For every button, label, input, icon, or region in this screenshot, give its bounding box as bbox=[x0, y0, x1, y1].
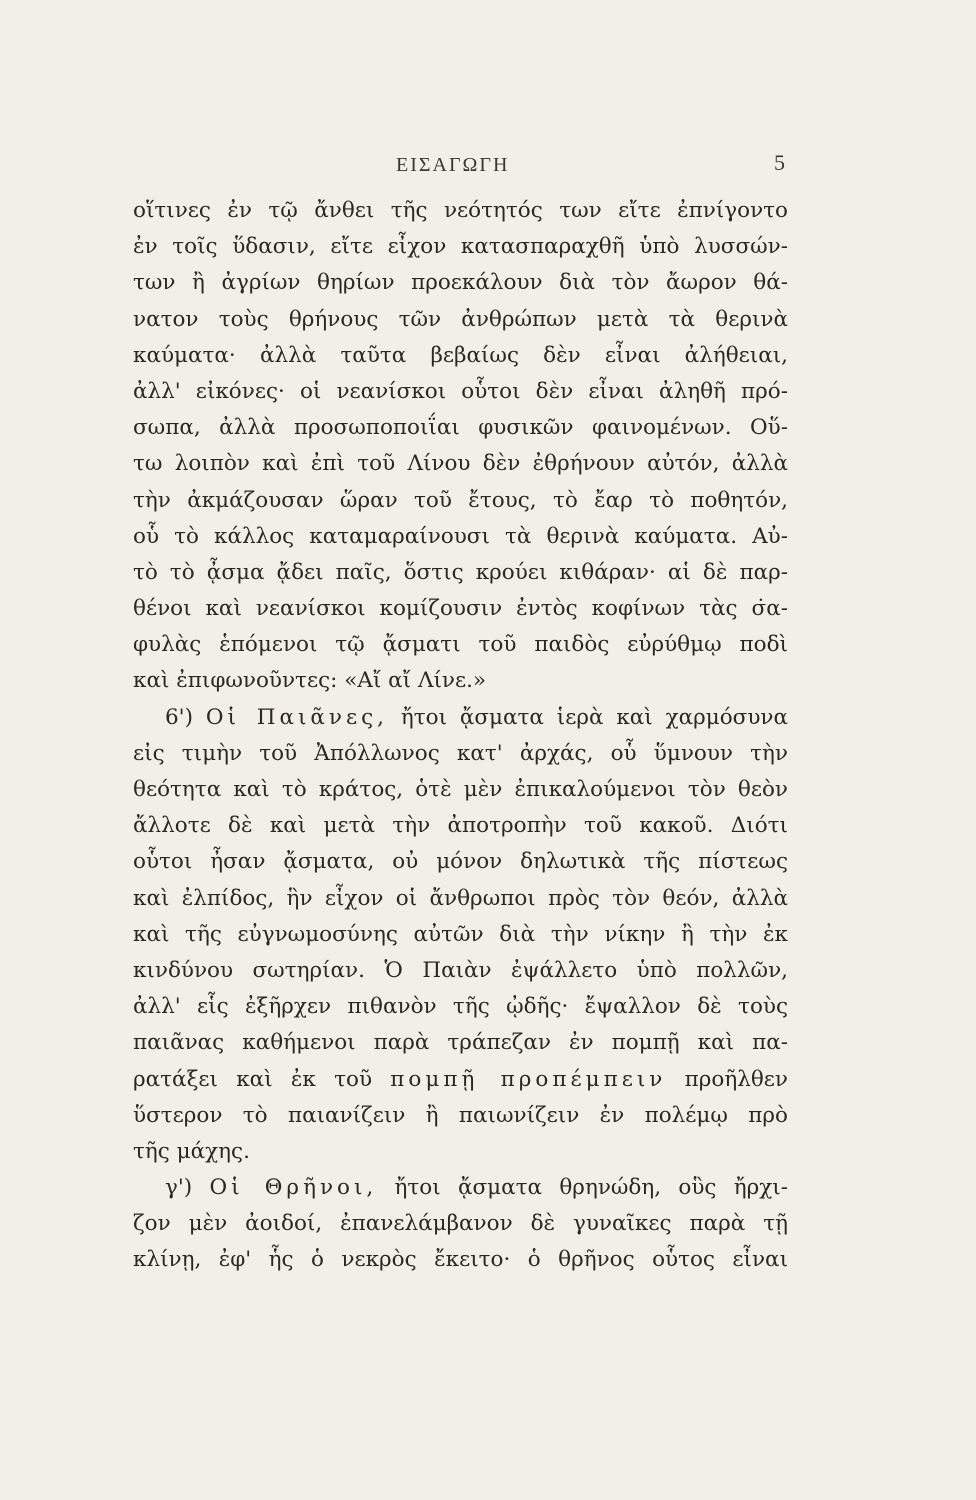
text-line: παιᾶνας καθήμενοι παρὰ τράπεζαν ἐν πομπῇ καὶ πα- bbox=[133, 1030, 788, 1056]
text-line: ἀλλ' εἷς ἐξῆρχεν πιθανὸν τῆς ᾠδῆς· ἔψαλλον δὲ τοὺς bbox=[133, 994, 788, 1020]
text-line: τω λοιπὸν καὶ ἐπὶ τοῦ Λίνου δὲν ἐθρήνουν αὐτόν, ἀλλὰ bbox=[133, 451, 788, 477]
page-number: 5 bbox=[774, 150, 785, 175]
section-marker: γ') bbox=[165, 1175, 193, 1201]
text-span: ρατάξει καὶ ἐκ τοῦ bbox=[133, 1066, 373, 1092]
text-line: ἐν τοῖς ὕδασιν, εἴτε εἶχον κατασπαραχθῆ ὑπὸ λυσσών- bbox=[133, 234, 788, 260]
text-line: οὗτοι ἦσαν ᾄσματα, οὐ μόνον δηλωτικὰ τῆς πίστεως bbox=[133, 849, 788, 875]
text-line: ἀλλ' εἰκόνες· οἱ νεανίσκοι οὗτοι δὲν εἶναι ἀληθῆ πρό- bbox=[133, 378, 788, 404]
spaced-phrase: πομπῇ προπέμπειν bbox=[390, 1066, 667, 1092]
text-line: κινδύνου σωτηρίαν. Ὁ Παιὰν ἐψάλλετο ὑπὸ πολλῶν, bbox=[133, 957, 788, 983]
text-line: καύματα· ἀλλὰ ταῦτα βεβαίως δὲν εἶναι ἀλήθειαι, bbox=[133, 342, 788, 368]
text-span: ἤτοι ᾄσματα θρηνώδη, οὓς ἤρχι- bbox=[394, 1175, 788, 1201]
text-line: νατον τοὺς θρήνους τῶν ἀνθρώπων μετὰ τὰ θερινὰ bbox=[133, 306, 788, 332]
section-term: Οἱ Παιᾶνες, bbox=[205, 704, 389, 730]
text-line: τὴν ἀκμάζουσαν ὥραν τοῦ ἔτους, τὸ ἔαρ τὸ ποθητόν, bbox=[133, 487, 788, 513]
text-line: κλίνῃ, ἐφ' ἧς ὁ νεκρὸς ἔκειτο· ὁ θρῆνος οὗτος εἶναι bbox=[133, 1247, 788, 1273]
text-line: ἄλλοτε δὲ καὶ μετὰ τὴν ἀποτροπὴν τοῦ κακοῦ. Διότι bbox=[133, 813, 788, 839]
text-line: τὸ τὸ ᾆσμα ᾄδει παῖς, ὅστις κρούει κιθάραν· αἱ δὲ παρ- bbox=[133, 559, 788, 585]
running-title: ΕΙΣΑΓΩΓΗ bbox=[396, 154, 510, 176]
text-line: οὗ τὸ κάλλος καταμαραίνουσι τὰ θερινὰ καύματα. Αὐ- bbox=[133, 523, 788, 549]
section-marker: 6') bbox=[165, 704, 193, 730]
paragraph-first-line bbox=[133, 1170, 788, 1206]
text-line bbox=[133, 1062, 788, 1098]
text-line: εἰς τιμὴν τοῦ Ἀπόλλωνος κατ' ἀρχάς, οὗ ὕμνουν τὴν bbox=[133, 740, 788, 766]
text-span: προῆλθεν bbox=[684, 1066, 788, 1092]
text-line: θένοι καὶ νεανίσκοι κομίζουσιν ἐντὸς κοφίνων τὰς σ̇α- bbox=[133, 596, 788, 622]
text-span: ἤτοι ᾄσματα ἱερὰ καὶ χαρμόσυνα bbox=[400, 704, 789, 730]
text-line: καὶ ἐλπίδος, ἣν εἶχον οἱ ἄνθρωποι πρὸς τὸν θεόν, ἀλλὰ bbox=[133, 885, 788, 911]
text-line: θεότητα καὶ τὸ κράτος, ὁτὲ μὲν ἐπικαλούμενοι τὸν θεὸν bbox=[133, 777, 788, 802]
text-line: καὶ τῆς εὐγνωμοσύνης αὐτῶν διὰ τὴν νίκην ἢ τὴν ἐκ bbox=[133, 921, 788, 947]
text-line: των ἢ ἀγρίων θηρίων προεκάλουν διὰ τὸν ἄωρον θά- bbox=[133, 270, 788, 296]
text-line: ζον μὲν ἀοιδοί, ἐπανελάμβανον δὲ γυναῖκες παρὰ τῇ bbox=[133, 1211, 788, 1237]
text-line: τῆς μάχης. bbox=[133, 1138, 250, 1164]
section-term: Οἱ Θρῆνοι, bbox=[209, 1175, 378, 1201]
text-line: οἵτινες ἐν τῷ ἄνθει τῆς νεότητός των εἴτε ἐπνίγοντο bbox=[133, 198, 788, 223]
running-header bbox=[0, 146, 976, 186]
text-line: φυλὰς ἑπόμενοι τῷ ᾄσματι τοῦ παιδὸς εὐρύθμῳ ποδὶ bbox=[133, 632, 788, 658]
text-line: καὶ ἐπιφωνοῦντες: «Αἴ αἴ Λίνε.» bbox=[133, 668, 487, 694]
text-line: ὕστερον τὸ παιανίζειν ἢ παιωνίζειν ἐν πολέμῳ πρὸ bbox=[133, 1102, 788, 1128]
body-text bbox=[133, 193, 788, 1279]
text-line: σωπα, ἀλλὰ προσωποποιΐαι φυσικῶν φαινομένων. Οὕ- bbox=[133, 415, 788, 441]
paragraph-first-line bbox=[133, 700, 788, 736]
